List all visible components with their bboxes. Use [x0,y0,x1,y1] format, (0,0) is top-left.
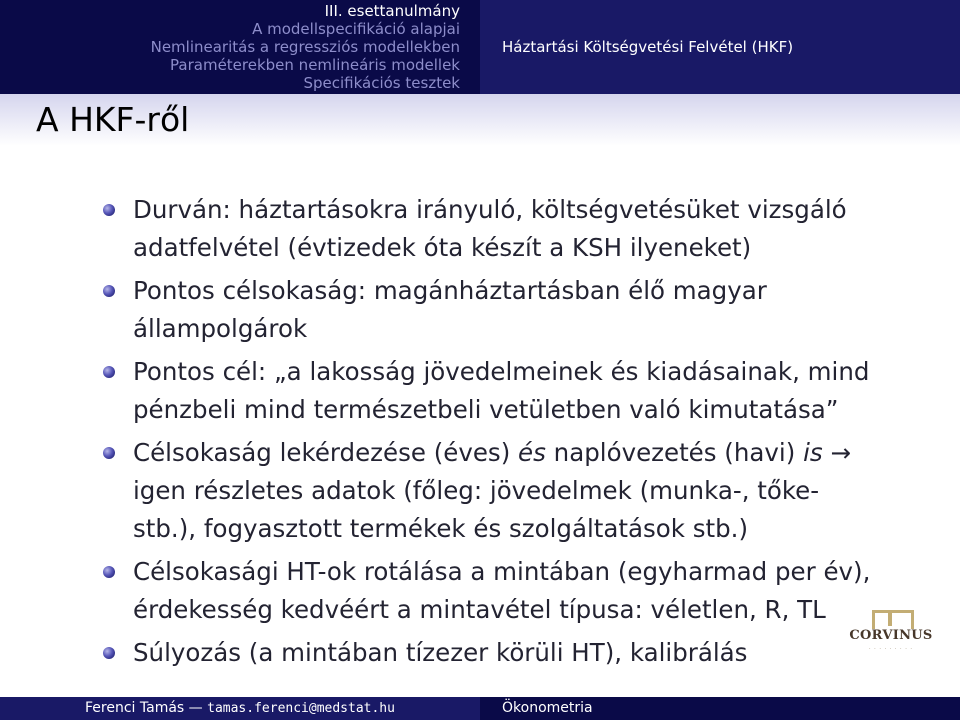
logo-cross-icon [888,612,892,626]
bullet-icon [103,447,115,459]
section-link-specification-basics[interactable]: A modellspecifikáció alapjai [252,20,460,38]
author-separator: — [188,700,203,716]
corvinus-logo [848,610,934,660]
emphasis-is: is [803,438,823,467]
logo-frame-icon [872,610,914,629]
list-item-text: Durván: háztartásokra irányuló, költségvetésüket vizsgáló adatfelvétel (évtizedek óta készít a KSH ilyeneket) [133,195,847,262]
author-name: Ferenci Tamás [85,700,185,716]
bullet-list [102,191,872,677]
bullet-icon [103,204,115,216]
section-navigation [0,0,480,94]
list-item [102,272,872,348]
subsection-navigation [480,0,960,94]
list-item-text: Pontos cél: „a lakosság jövedelmeinek és kiadásainak, mind pénzbeli mind természetbeli vetületben való kimutatása” [133,357,870,424]
bullet-icon [103,366,115,378]
list-item-text: naplóvezetés (havi) [545,438,804,467]
list-item [102,634,872,672]
list-item [102,553,872,629]
footline [0,697,960,720]
headline [0,0,960,94]
list-item-text: Célsokasági HT-ok rotálása a mintában (egyharmad per év), érdekesség kedvéért a mintavétel típusa: véletlen, R, TL [133,557,871,624]
logo-subtext: · · · · · · · · · [868,646,914,652]
list-item-text: Súlyozás (a mintában tízezer körüli HT), kalibrálás [133,638,748,667]
section-list [151,2,460,92]
section-link-case-study[interactable]: III. esettanulmány [324,2,460,20]
footer-author-bar [0,697,480,720]
section-link-nonlinearity[interactable]: Nemlinearitás a regressziós modellekben [150,38,460,56]
list-item-text: igen részletes adatok (főleg: jövedelmek (munka-, tőke- stb.), fogyasztott termékek és szolgáltatások stb.) [133,476,820,543]
author-email: tamas.ferenci@medstat.hu [207,701,395,716]
section-link-specification-tests[interactable]: Specifikációs tesztek [303,74,460,92]
footer-title: Ökonometria [502,700,593,716]
section-link-nonlinear-parameters[interactable]: Paraméterekben nemlineáris modellek [170,56,460,74]
emphasis-and: és [518,438,546,467]
list-item [102,434,872,548]
bullet-icon [103,285,115,297]
subsection-link-hkf[interactable]: Háztartási Költségvetési Felvétel (HKF) [502,38,794,56]
list-item-text: Pontos célsokaság: magánháztartásban élő magyar állampolgárok [133,276,767,343]
list-item [102,191,872,267]
list-item-text: Célsokaság lekérdezése (éves) [133,438,519,467]
frame-title: A HKF-ről [36,100,190,139]
logo-text: CORVINUS [849,628,933,643]
bullet-icon [103,647,115,659]
right-arrow-icon: → [830,438,851,467]
bullet-icon [103,566,115,578]
list-item [102,353,872,429]
footer-author [0,697,480,720]
